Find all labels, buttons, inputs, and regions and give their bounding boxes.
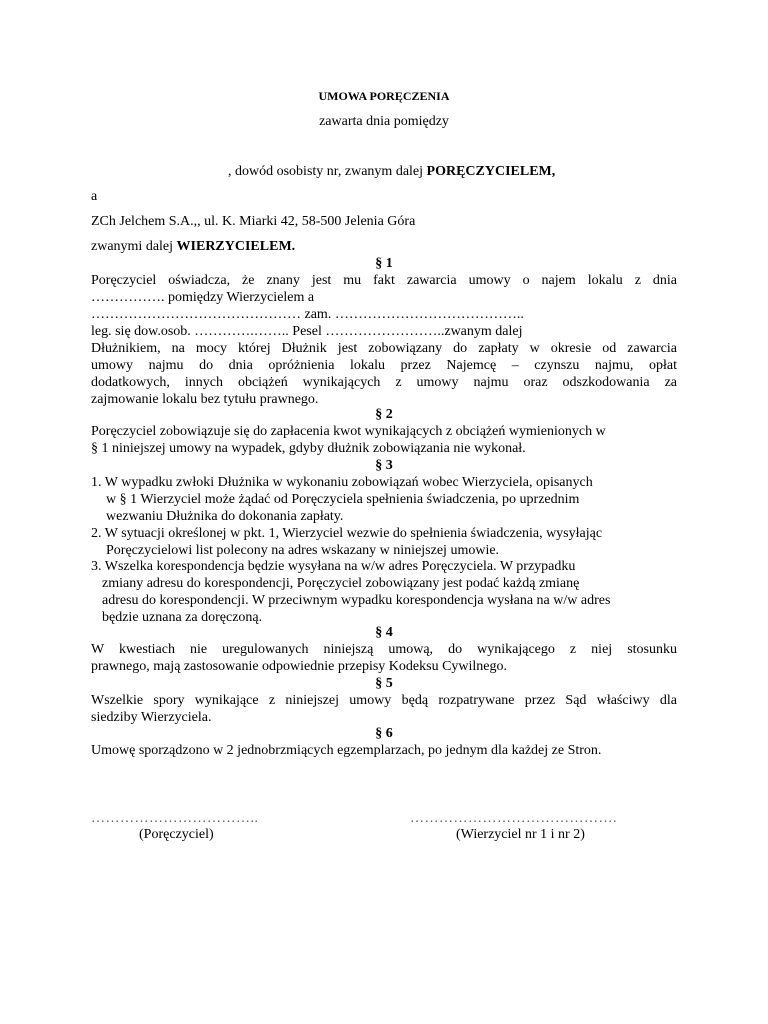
creditor-line-text: zwanymi dalej — [91, 239, 177, 254]
section-5-heading: § 5 — [375, 676, 393, 691]
section-6-line: Umowę sporządzono w 2 jednobrzmiących egzemplarzach, po jednym dla każdej ze Stron. — [91, 743, 602, 758]
section-1-line: Poręczyciel oświadcza, że znany jest mu fakt zawarcia umowy o najem lokalu z dnia — [91, 273, 677, 288]
document-subtitle: zawarta dnia pomiędzy — [319, 114, 449, 129]
section-5-line: siedziby Wierzyciela. — [91, 710, 212, 725]
section-1-line: zajmowanie lokalu bez tytułu prawnego. — [91, 392, 319, 407]
section-2-heading: § 2 — [375, 407, 393, 422]
guarantor-line-text: , dowód osobisty nr, zwanym dalej — [228, 164, 427, 179]
section-3-line: 3. Wszelka korespondencja będzie wysyłana na w/w adres Poręczyciela. W przypadku — [91, 559, 576, 574]
conjunction-a: a — [91, 189, 98, 204]
section-4-heading: § 4 — [375, 625, 393, 640]
guarantor-term: PORĘCZYCIELEM, — [426, 164, 556, 179]
section-6-heading: § 6 — [375, 726, 393, 741]
section-3-line: 2. W sytuacji określonej w pkt. 1, Wierzyciel wezwie do spełnienia świadczenia, wysyłając — [91, 526, 603, 541]
section-5-line: Wszelkie spory wynikające z niniejszej umowy będą rozpatrywane przez Sąd właściwy dla — [91, 693, 677, 708]
guarantor-signature-label: (Poręczyciel) — [139, 827, 214, 842]
section-3-line: wezwaniu Dłużnika do dokonania zapłaty. — [106, 509, 344, 524]
creditor-address: ZCh Jelchem S.A.,, ul. K. Miarki 42, 58-500 Jelenia Góra — [91, 214, 416, 229]
section-3-line: zmiany adresu do korespondencji, Poręczyciel zobowiązany jest podać każdą zmianę — [102, 576, 580, 591]
section-1-line: dodatkowych, innych obciążeń wynikających z umowy najmu oraz odszkodowania za — [91, 375, 677, 390]
section-1-line: ……………. pomiędzy Wierzycielem a — [91, 290, 315, 305]
creditor-line — [91, 238, 295, 255]
section-3-line: 1. W wypadku zwłoki Dłużnika w wykonaniu zobowiązań wobec Wierzyciela, opisanych — [91, 475, 593, 490]
guarantor-line — [228, 163, 555, 180]
section-1-heading: § 1 — [375, 256, 393, 271]
creditor-term: WIERZYCIELEM. — [176, 239, 296, 254]
creditor-signature-label: (Wierzyciel nr 1 i nr 2) — [456, 827, 585, 842]
section-3-line: w § 1 Wierzyciel może żądać od Poręczyciela spełnienia świadczenia, po uprzednim — [106, 492, 580, 507]
document-title: UMOWA PORĘCZENIA — [318, 89, 450, 103]
section-2-line: Poręczyciel zobowiązuje się do zapłacenia kwot wynikających z obciążeń wymienionych w — [91, 424, 606, 439]
guarantor-signature-line: …………………………….. — [91, 811, 259, 826]
creditor-signature-line: ……………………………………. — [410, 811, 617, 826]
section-1-line: Dłużnikiem, na mocy której Dłużnik jest zobowiązany do zapłaty w okresie od zawarcia — [91, 341, 677, 356]
section-2-line: § 1 niniejszej umowy na wypadek, gdyby dłużnik zobowiązania nie wykonał. — [91, 441, 526, 456]
section-3-line: Poręczycielowi list polecony na adres wskazany w niniejszej umowie. — [106, 543, 500, 558]
section-1-line: leg. się dow.osob. ………….…….. Pesel ……………………..zwanym dalej — [91, 324, 523, 339]
section-1-line: ……………………………………… zam. ………………………………….. — [91, 307, 524, 322]
section-4-line: W kwestiach nie uregulowanych niniejszą umową, do wynikającego z niej stosunku — [91, 642, 677, 657]
section-3-heading: § 3 — [375, 458, 393, 473]
section-3-line: będzie uznana za doręczoną. — [102, 610, 263, 625]
section-3-line: adresu do korespondencji. W przeciwnym wypadku korespondencja wysłana na w/w adres — [102, 593, 611, 608]
section-4-line: prawnego, mają zastosowanie odpowiednie przepisy Kodeksu Cywilnego. — [91, 659, 508, 674]
section-1-line: umowy najmu do dnia opróżnienia lokalu przez Najemcę – czynszu najmu, opłat — [91, 358, 677, 373]
